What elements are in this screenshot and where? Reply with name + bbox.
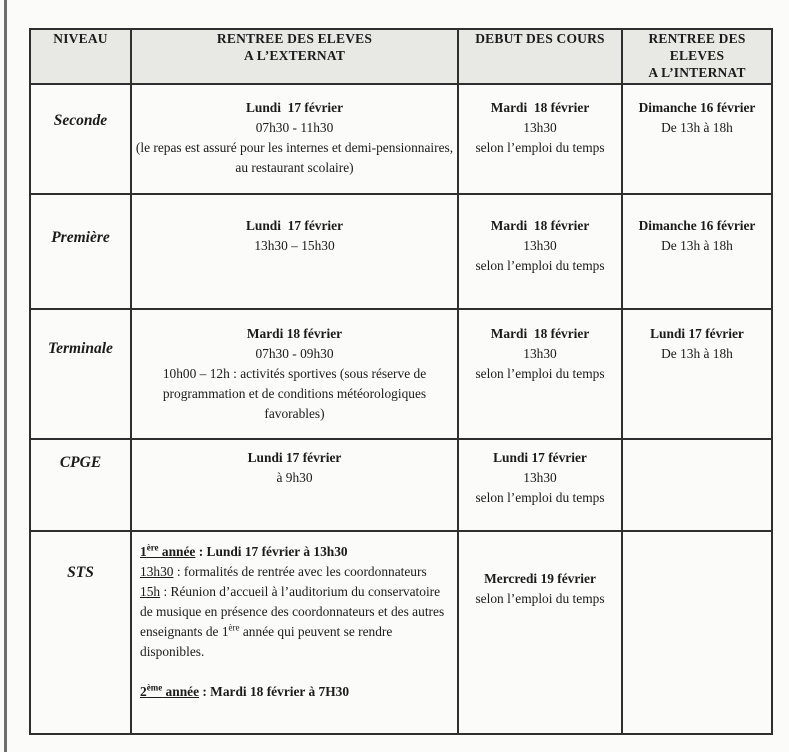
- table-row-cpge: [30, 439, 772, 531]
- text-segment: 1: [140, 544, 147, 559]
- cell-externat: [131, 531, 458, 734]
- text-segment: (le repas est assuré pour les internes et demi-pensionnaires, au restaurant scolaire): [135, 140, 457, 175]
- text-segment: Mardi 18 février: [490, 326, 590, 341]
- text-line: [132, 324, 457, 344]
- text-line: [459, 364, 621, 384]
- text-segment: 13h30: [523, 346, 557, 361]
- row-label-niveau: Seconde: [30, 84, 131, 194]
- text-line: [140, 682, 451, 702]
- cell-internat: [622, 531, 772, 734]
- text-line: [459, 324, 621, 344]
- scan-page-edge-line: [4, 0, 7, 752]
- header-line: DEBUT DES COURS: [475, 31, 605, 46]
- column-header-internat: [622, 29, 772, 84]
- text-segment: De 13h à 18h: [661, 120, 733, 135]
- text-segment: Lundi 17 février: [493, 450, 587, 465]
- cell-debut: [458, 531, 622, 734]
- text-segment: année qui peuvent se rendre disponibles.: [140, 624, 396, 659]
- text-segment: [147, 684, 163, 699]
- text-segment: 13h30: [523, 470, 557, 485]
- text-segment: Mardi 18 février: [490, 218, 590, 233]
- table-row-seconde: [30, 84, 772, 194]
- text-segment: selon l’emploi du temps: [475, 140, 605, 155]
- text-line: [132, 138, 457, 178]
- text-segment: à 9h30: [276, 470, 313, 485]
- text-line: [132, 216, 457, 236]
- header-line: ELEVES: [669, 48, 725, 63]
- text-segment: 07h30 - 11h30: [255, 120, 334, 135]
- superscript: ème: [146, 682, 163, 693]
- table-row-sts: [30, 531, 772, 734]
- text-line: [459, 488, 621, 508]
- text-segment: selon l’emploi du temps: [475, 490, 605, 505]
- column-header-niveau: [30, 29, 131, 84]
- text-segment: selon l’emploi du temps: [475, 366, 605, 381]
- cell-debut: [458, 84, 622, 194]
- text-line: [459, 216, 621, 236]
- row-label-niveau: Première: [30, 194, 131, 309]
- text-segment: 13h30: [140, 564, 174, 579]
- row-label-niveau: CPGE: [30, 439, 131, 531]
- text-line: [459, 344, 621, 364]
- text-segment: 07h30 - 09h30: [255, 346, 334, 361]
- text-line: [459, 589, 621, 609]
- text-segment: 13h30: [523, 238, 557, 253]
- text-line: [132, 98, 457, 118]
- text-line: [459, 138, 621, 158]
- row-label-niveau: STS: [30, 531, 131, 734]
- schedule-body: [30, 84, 772, 734]
- cell-externat: [131, 84, 458, 194]
- text-segment: : Lundi 17 février à 13h30: [195, 544, 348, 559]
- header-line: RENTREE DES: [648, 31, 746, 46]
- text-line: [132, 448, 457, 468]
- text-line: [140, 662, 451, 682]
- text-line: [132, 118, 457, 138]
- text-line: [459, 118, 621, 138]
- text-segment: De 13h à 18h: [661, 238, 733, 253]
- header-line: A L’EXTERNAT: [243, 48, 346, 63]
- text-line: [132, 364, 457, 424]
- text-segment: Mardi 18 février: [246, 326, 343, 341]
- text-segment: Lundi 17 février: [245, 218, 344, 233]
- text-line: [140, 542, 451, 562]
- text-segment: Lundi 17 février: [245, 100, 344, 115]
- text-line: [140, 582, 451, 662]
- text-segment: selon l’emploi du temps: [475, 591, 605, 606]
- cell-externat: [131, 439, 458, 531]
- text-segment: Lundi 17 février: [247, 450, 342, 465]
- text-segment: 10h00 – 12h : activités sportives (sous réserve de programmation et de conditions météorologiques favorables): [162, 366, 430, 421]
- table-row-terminale: [30, 309, 772, 439]
- text-segment: : Réunion d’accueil à l’auditorium du conservatoire de musique en présence des coordonnateurs et des autres enseignants de: [140, 584, 448, 639]
- cell-internat: [622, 309, 772, 439]
- text-segment: Dimanche 16 février: [638, 100, 756, 115]
- superscript: ère: [228, 622, 240, 633]
- text-line: [140, 562, 451, 582]
- text-segment: 13h30 – 15h30: [254, 238, 335, 253]
- text-line: [459, 468, 621, 488]
- schedule-header: [30, 29, 772, 84]
- header-line: A L’INTERNAT: [648, 65, 746, 80]
- text-line: [623, 216, 771, 236]
- text-line: [132, 236, 457, 256]
- text-segment: De 13h à 18h: [661, 346, 733, 361]
- text-segment: : formalités de rentrée avec les coordonnateurs: [173, 564, 427, 579]
- cell-internat: [622, 439, 772, 531]
- text-segment: [147, 544, 159, 559]
- cell-externat: [131, 309, 458, 439]
- header-line: RENTREE DES ELEVES: [216, 31, 373, 46]
- text-segment: année: [158, 544, 196, 559]
- text-segment: 2: [140, 684, 147, 699]
- cell-debut: [458, 439, 622, 531]
- superscript: ère: [146, 542, 159, 553]
- header-line: NIVEAU: [53, 31, 108, 46]
- schedule-table: [29, 28, 773, 735]
- text-line: [459, 448, 621, 468]
- text-segment: [229, 624, 240, 639]
- text-line: [623, 324, 771, 344]
- text-line: [132, 344, 457, 364]
- cell-externat: [131, 194, 458, 309]
- text-segment: année: [162, 684, 200, 699]
- column-header-debut: [458, 29, 622, 84]
- text-line: [132, 468, 457, 488]
- text-segment: selon l’emploi du temps: [475, 258, 605, 273]
- text-line: [623, 118, 771, 138]
- cell-internat: [622, 194, 772, 309]
- text-segment: Mercredi 19 février: [484, 571, 596, 586]
- text-line: [459, 569, 621, 589]
- cell-internat: [622, 84, 772, 194]
- header-row: [30, 29, 772, 84]
- text-segment: Lundi 17 février: [650, 326, 744, 341]
- text-segment: 1: [221, 624, 229, 639]
- text-segment: Mardi 18 février: [490, 100, 590, 115]
- column-header-externat: [131, 29, 458, 84]
- cell-debut: [458, 194, 622, 309]
- text-segment: Dimanche 16 février: [638, 218, 756, 233]
- text-line: [459, 98, 621, 118]
- table-row-premiere: [30, 194, 772, 309]
- text-line: [623, 98, 771, 118]
- text-segment: 13h30: [523, 120, 557, 135]
- text-line: [459, 256, 621, 276]
- text-segment: : Mardi 18 février à 7H30: [199, 684, 350, 699]
- cell-debut: [458, 309, 622, 439]
- row-label-niveau: Terminale: [30, 309, 131, 439]
- text-line: [459, 236, 621, 256]
- text-segment: 15h: [140, 584, 161, 599]
- text-line: [623, 344, 771, 364]
- text-line: [623, 236, 771, 256]
